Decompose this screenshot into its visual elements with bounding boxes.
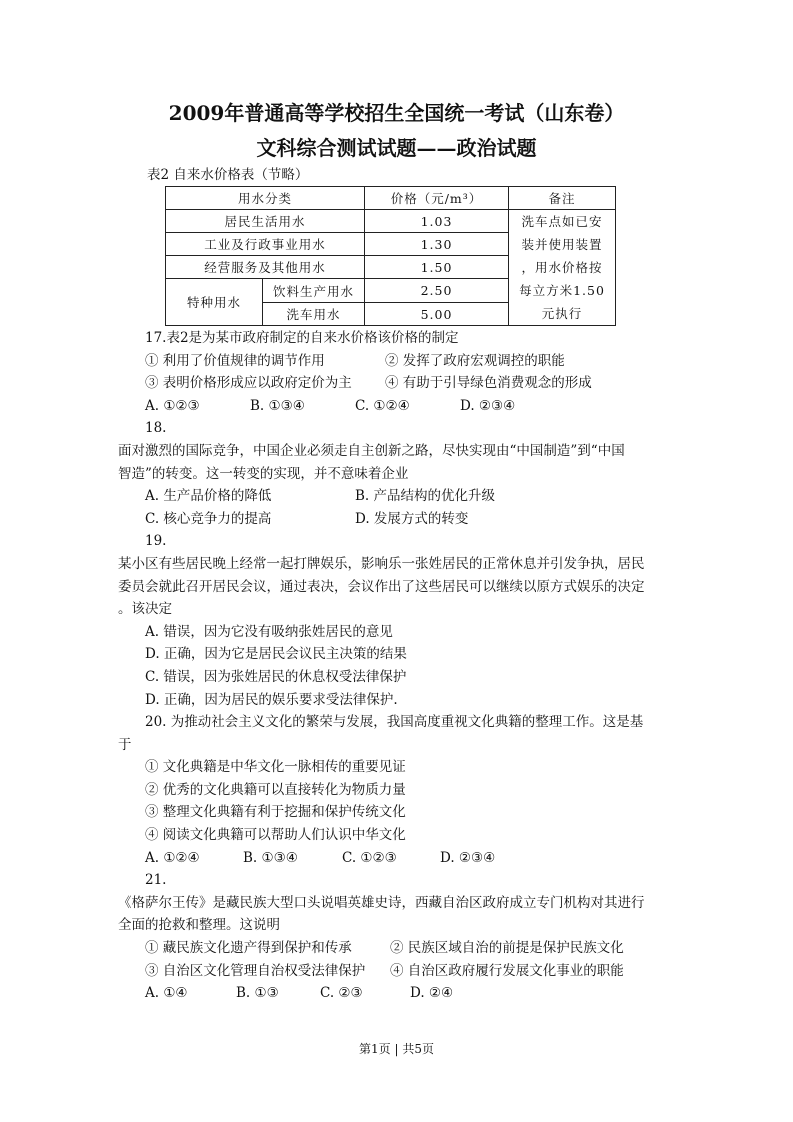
stem-text: 20. 为推动社会主义文化的繁荣与发展，我国高度重视文化典籍的整理工作。这是基 — [145, 714, 644, 731]
choice: B. ①③④ — [243, 849, 298, 866]
item: ③ 表明价格形成应以政府定价为主 — [145, 375, 352, 392]
choice-row — [118, 395, 668, 418]
stem-line — [118, 711, 668, 734]
item-row — [118, 350, 668, 373]
item: ③ 整理文化典籍有利于挖掘和保护传统文化 — [145, 804, 406, 821]
choice: B. ①③④ — [250, 397, 305, 414]
choice: D. ②③④ — [440, 849, 496, 866]
questions — [118, 327, 668, 1005]
choice-row — [118, 666, 668, 689]
item-row — [118, 756, 668, 779]
price-cell: 1.03 — [365, 210, 509, 233]
choice-row — [118, 621, 668, 644]
stem-text: 全面的抢救和整理。这说明 — [118, 917, 280, 934]
stem-line — [118, 892, 668, 915]
choice-row — [118, 982, 668, 1005]
item: ④ 阅读文化典籍可以帮助人们认识中华文化 — [145, 827, 406, 844]
note-line: 元执行 — [541, 306, 583, 321]
stem-text: 于 — [118, 736, 132, 753]
q21-number: 21. — [145, 872, 167, 889]
choice: C. ②③ — [320, 985, 363, 1002]
stem-text: 智造”的转变。这一转变的实现，并不意味着企业 — [118, 465, 409, 482]
choice: B. ①③ — [236, 985, 279, 1002]
price-cell: 1.50 — [365, 256, 509, 279]
item-row — [118, 960, 668, 983]
choice: D. 正确，因为它是居民会议民主决策的结果 — [145, 646, 407, 663]
page-footer: 第1页 | 共5页 — [359, 1042, 434, 1056]
q18-number: 18. — [145, 420, 167, 437]
choice: D. ②③④ — [460, 397, 516, 414]
q17-stem: 17.表2是为某市政府制定的自来水价格该价格的制定 — [145, 330, 459, 346]
item-row — [118, 937, 668, 960]
choice: A. 生产品价格的降低 — [145, 488, 272, 505]
item: ② 发挥了政府宏观调控的职能 — [385, 352, 565, 369]
stem-line — [118, 576, 668, 599]
question-number — [118, 869, 668, 892]
item-row — [118, 801, 668, 824]
choice: D. 正确，因为居民的娱乐要求受法律保护. — [145, 691, 398, 708]
choice: C. 核心竞争力的提高 — [145, 510, 272, 527]
stem-text: 《格萨尔王传》是藏民族大型口头说唱英雄史诗，西藏自治区政府成立专门机构对其进行 — [118, 894, 645, 911]
item: ① 藏民族文化遗产得到保护和传承 — [145, 940, 352, 957]
category-cell: 特种用水 — [166, 279, 263, 326]
table-caption: 表2 自来水价格表（节略） — [147, 167, 309, 183]
stem-text: 。该决定 — [118, 601, 172, 618]
item: ④ 自治区政府履行发展文化事业的职能 — [390, 962, 624, 979]
note-line: 每立方米1.50 — [519, 283, 605, 298]
choice: A. ①④ — [145, 985, 188, 1002]
stem-line — [118, 734, 668, 757]
price-cell: 2.50 — [365, 279, 509, 303]
choice-row — [118, 485, 668, 508]
exam-title: 2009年普通高等学校招生全国统一考试（山东卷） — [168, 101, 625, 125]
item-row — [118, 779, 668, 802]
subcategory-cell: 饮料生产用水 — [263, 279, 365, 303]
choice: A. 错误，因为它没有吸纳张姓居民的意见 — [145, 623, 393, 640]
exam-subtitle: 文科综合测试试题——政治试题 — [256, 136, 537, 160]
choice-row — [118, 508, 668, 531]
choice: B. 产品结构的优化升级 — [355, 488, 496, 505]
choice: A. ①②④ — [145, 849, 200, 866]
choice: C. ①②③ — [342, 849, 397, 866]
note-line: 装并使用装置 — [521, 237, 603, 252]
note-cell — [509, 210, 616, 326]
note-line: ，用水价格按 — [521, 260, 603, 275]
stem-line — [118, 553, 668, 576]
q19-number: 19. — [145, 533, 167, 550]
table-row — [166, 210, 616, 233]
stem-text: 面对激烈的国际竞争，中国企业必须走自主创新之路，尽快实现由“中国制造”到“中国 — [118, 442, 625, 459]
stem-line — [118, 463, 668, 486]
choice: A. ①②③ — [145, 397, 200, 414]
note-line: 洗车点如已安 — [521, 214, 603, 229]
choice: C. ①②④ — [355, 397, 410, 414]
stem-text: 某小区有些居民晚上经常一起打牌娱乐，影响乐一张姓居民的正常休息并引发争执，居民 — [118, 555, 645, 572]
question-number — [118, 530, 668, 553]
water-price-table — [165, 186, 616, 326]
item: ② 优秀的文化典籍可以直接转化为物质力量 — [145, 781, 406, 798]
category-cell: 工业及行政事业用水 — [166, 233, 365, 256]
choice: C. 错误，因为张姓居民的休息权受法律保护 — [145, 668, 407, 685]
item: ① 文化典籍是中华文化一脉相传的重要见证 — [145, 759, 406, 776]
table-header-row — [166, 187, 616, 210]
choice-row — [118, 847, 668, 870]
stem-line — [118, 598, 668, 621]
question-stem — [118, 327, 668, 350]
item-row — [118, 372, 668, 395]
header-cell: 备注 — [509, 187, 616, 210]
item: ② 民族区域自治的前提是保护民族文化 — [390, 940, 624, 957]
stem-line — [118, 440, 668, 463]
price-cell: 5.00 — [365, 303, 509, 326]
header-cell: 价格（元/m³） — [365, 187, 509, 210]
item-row — [118, 824, 668, 847]
item: ① 利用了价值规律的调节作用 — [145, 352, 325, 369]
subcategory-cell: 洗车用水 — [263, 303, 365, 326]
choice: D. 发展方式的转变 — [355, 510, 469, 527]
category-cell: 经营服务及其他用水 — [166, 256, 365, 279]
item: ③ 自治区文化管理自治权受法律保护 — [145, 962, 366, 979]
question-number — [118, 417, 668, 440]
header-cell: 用水分类 — [166, 187, 365, 210]
stem-text: 委员会就此召开居民会议，通过表决，会议作出了这些居民可以继续以原方式娱乐的决定 — [118, 578, 645, 595]
price-cell: 1.30 — [365, 233, 509, 256]
item: ④ 有助于引导绿色消费观念的形成 — [385, 375, 592, 392]
category-cell: 居民生活用水 — [166, 210, 365, 233]
choice-row — [118, 643, 668, 666]
choice-row — [118, 689, 668, 712]
stem-line — [118, 914, 668, 937]
choice: D. ②④ — [410, 985, 454, 1002]
